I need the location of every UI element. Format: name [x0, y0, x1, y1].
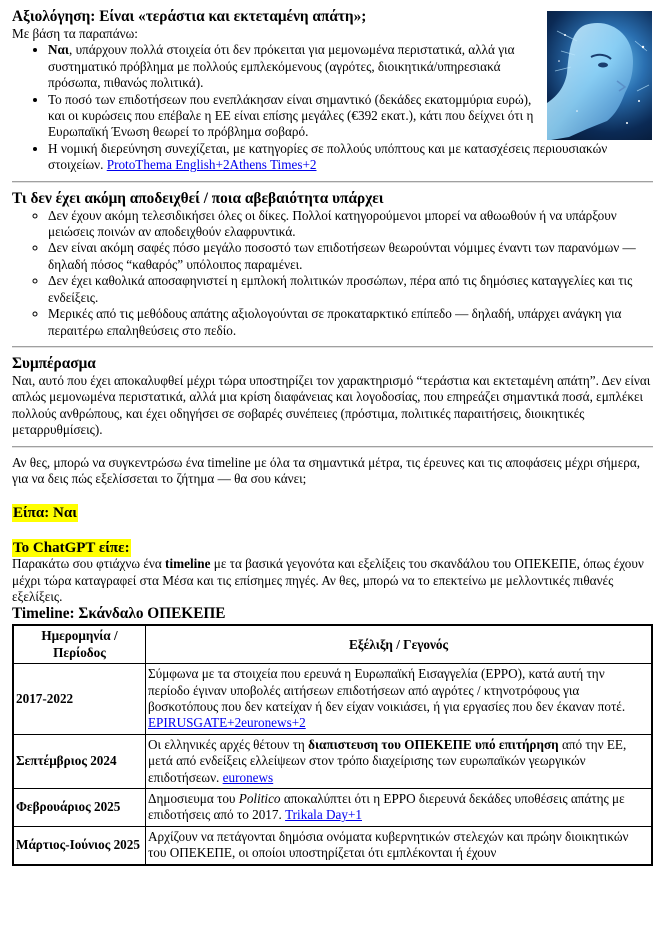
timeline-title: Timeline: Σκάνδαλο ΟΠΕΚΕΠΕ — [12, 605, 226, 623]
assessment-heading: Αξιολόγηση: Είναι «τεράστια και εκτεταμένη απάτη»; — [12, 8, 367, 25]
list-item-text: , υπάρχουν πολλά στοιχεία ότι δεν πρόκειται για μεμονωμένα περιστατικά, αλλά για συστηματικό πρόβλημα με πολλούς εμπλεκόμενους (αγρότες, διοικητικά/υπηρεσιακά πρόσωπα, πιθανώς πολιτικά). — [48, 42, 515, 91]
list-item-text: Το ποσό των επιδοτήσεων που ενεπλάκησαν είναι σημαντικό (δεκάδες εκατομμύρια ευρώ), και οι κυρώσεις που επέβαλε η ΕΕ είναι επίσης μεγάλες (€392 εκατ.), κάτι που δείχνει ότι η Ευρωπαϊκή Ένωση θεωρεί το πρόβλημα σοβαρό. — [48, 91, 534, 140]
divider — [12, 181, 653, 183]
conclusion-heading: Συμπέρασμα — [12, 354, 96, 372]
list-item — [48, 92, 535, 141]
chatgpt-said-label: Το ChatGPT είπε: — [13, 539, 130, 556]
user-message — [12, 505, 653, 521]
bold-yes: Ναι — [48, 42, 69, 58]
assistant-header — [12, 540, 653, 556]
assessment-list-continued — [12, 141, 653, 174]
uncertainty-list — [12, 208, 653, 339]
offer-text: Αν θες, μπορώ να συγκεντρώσω ένα timeline με όλα τα σημαντικά μέτρα, τις έρευνες και τις αποφάσεις μέχρι σήμερα, για να δεις πώς εξελίσσεται το ζήτημα — θα σου κάνει; — [12, 454, 641, 486]
divider — [12, 346, 653, 348]
conclusion-section — [12, 355, 653, 439]
row-date: Μάρτιος-Ιούνιος 2025 — [13, 826, 146, 864]
source-link[interactable]: EPIRUSGATE+2euronews+2 — [148, 715, 306, 731]
uncertainty-section — [12, 190, 653, 339]
conclusion-text: Ναι, αυτό που έχει αποκαλυφθεί μέχρι τώρα υποστηρίζει τον χαρακτηρισμό “τεράστια και εκτεταμένη απάτη”. Δεν είναι απλώς μεμονωμένα περιστατικά, αλλά μια κρίση διαφάνειας και λογοδοσίας, που επηρεάζει σημαντικά ποσά, εμπλέκει πολλούς ανθρώπους, και έχει οδηγήσει σε σοβαρές συνέπειες (πρόστιμα, πολιτικές παραιτήσεις, διοικητικές μεταρρυθμίσεις). — [12, 372, 651, 438]
source-link[interactable]: euronews — [222, 769, 274, 785]
list-item — [48, 42, 535, 91]
assessment-list — [12, 42, 535, 140]
row-event: Σύμφωνα με τα στοιχεία που ερευνά η Ευρωπαϊκή Εισαγγελία (EPPO), κατά αυτή την περίοδο έγιναν υποβολές αιτήσεων επιδοτήσεων από αγρότες / κτηνοτρόφους για βοσκοτόπους που δεν κατείχαν ή δεν είχαν νοικιάσει, ή για εργασίες που δεν έκαναν ποτέ. EPIRUSGATE+2euronews+2 — [146, 664, 653, 735]
row-date: Φεβρουάριος 2025 — [13, 789, 146, 827]
ai-face-image — [547, 11, 652, 140]
list-item — [48, 141, 653, 174]
list-item: ◦ Μερικές από τις μεθόδους απάτης αξιολογούνται σε προκαταρκτικό επίπεδο — δηλαδή, υπάρχει ανάγκη για περαιτέρω επαληθεύσεις στο πεδίο. — [48, 306, 653, 339]
table-row — [13, 789, 652, 827]
list-item-text: Η νομική διερεύνηση συνεχίζεται, με κατηγορίες σε πολλούς υπόπτους και με κατασχέσεις περιουσιακών στοιχείων. — [48, 140, 608, 173]
user-said-label: Είπα: Ναι — [13, 505, 77, 522]
column-header-date: Ημερομηνία / Περίοδος — [13, 625, 146, 663]
column-header-event: Εξέλιξη / Γεγονός — [146, 625, 653, 663]
response-intro: Παρακάτω σου φτιάχνω ένα timeline με τα βασικά γεγονότα και εξελίξεις του σκανδάλου του ΟΠΕΚΕΠΕ, όπως έχουν μέχρι τώρα καταγραφεί στα Μέσα και τις επίσημες πηγές. Αν θες, μπορώ να το επεκτείνω με μελλοντικές πιθανές εξελίξεις. — [12, 556, 644, 604]
row-date: 2017-2022 — [13, 664, 146, 735]
table-row — [13, 734, 652, 788]
list-item: ◦ Δεν έχει καθολικά αποσαφηνιστεί η εμπλοκή πολιτικών προσώπων, πέρα από τις δημόσιες καταγγελίες και τις ενδείξεις. — [48, 273, 653, 306]
uncertainty-heading: Τι δεν έχει ακόμη αποδειχθεί / ποια αβεβαιότητα υπάρχει — [12, 189, 384, 207]
row-date: Σεπτέμβριος 2024 — [13, 734, 146, 788]
row-event: Δημοσιευμα του Politico αποκαλύπτει ότι η EPPO διερευνά δεκάδες υποθέσεις απάτης με επιδοτήσεις από το 2017. Trikala Day+1 — [146, 789, 653, 827]
list-item: ◦ Δεν είναι ακόμη σαφές πόσο μεγάλο ποσοστό των επιδοτήσεων θεωρούνται νόμιμες έναντι των παρανόμων — δηλαδή πόσος “καθαρός” υπόλοιπος παραμένει. — [48, 240, 653, 273]
list-item: ◦ Δεν έχουν ακόμη τελεσιδικήσει όλες οι δίκες. Πολλοί κατηγορούμενοι μπορεί να αθωωθούν ή να υπάρξουν μειώσεις ποινών αν αποδειχθούν ελαφρυντικά. — [48, 208, 653, 241]
table-row — [13, 664, 652, 735]
table-header-row — [13, 625, 652, 663]
timeline-table — [12, 624, 653, 865]
row-event: Αρχίζουν να πετάγονται δημόσια ονόματα κυβερνητικών στελεχών και πρώην διοικητικών του ΟΠΕΚΕΠΕ, οι οποίοι υποστηρίζεται ότι εμπλέκονται ή έχουν — [146, 826, 653, 864]
divider — [12, 446, 653, 448]
source-link[interactable]: Trikala Day+1 — [285, 807, 362, 823]
ai-face-illustration-icon — [547, 11, 652, 140]
assessment-intro: Με βάση τα παραπάνω: — [12, 26, 138, 41]
table-row — [13, 826, 652, 864]
row-event: Οι ελληνικές αρχές θέτουν τη διαπιστευση του ΟΠΕΚΕΠΕ υπό επιτήρηση από την ΕΕ, μετά από ενδείξεις ελλείψεων στον τρόπο διαχείρισης των ευρωπαϊκών γεωργικών επιδοτήσεων. euronews — [146, 734, 653, 788]
source-link[interactable]: ProtoThema English+2Athens Times+2 — [106, 157, 317, 173]
